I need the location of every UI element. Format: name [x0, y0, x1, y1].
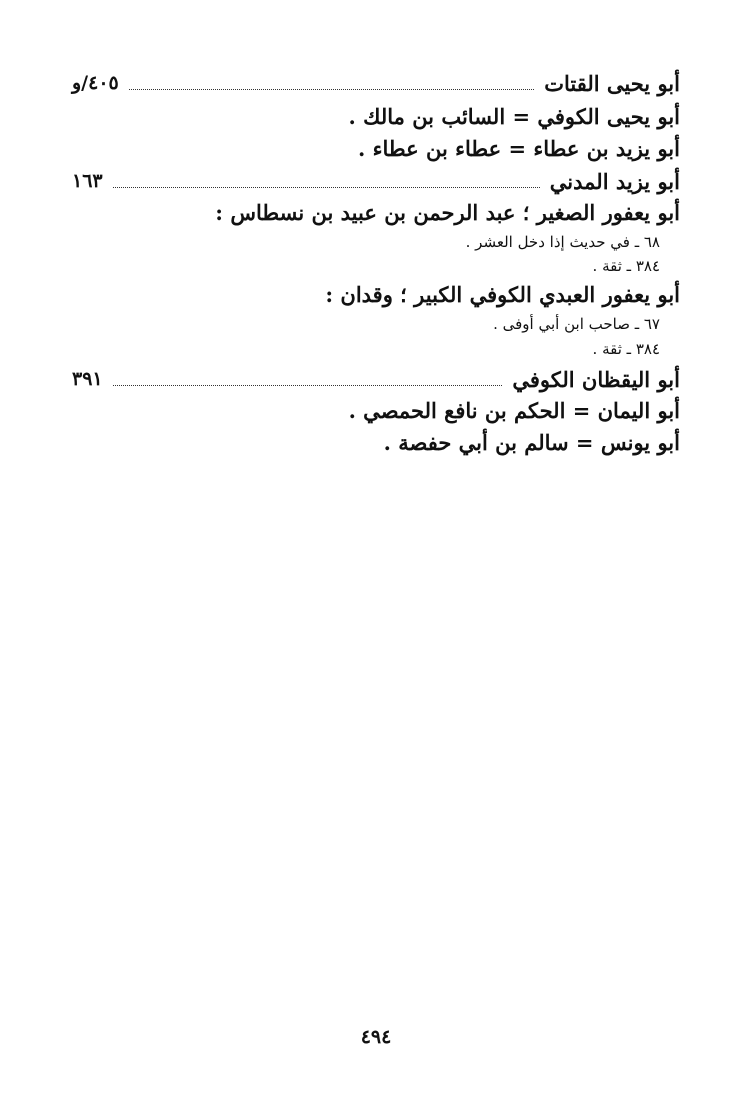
sub-entry: ٦٨ ـ في حديث إذا دخل العشر . — [465, 233, 660, 251]
index-entry: أبو يعفور الصغير ؛ عبد الرحمن بن عبيد بن نسطاس : — [215, 200, 680, 225]
page-reference: ٣٩١ — [72, 368, 103, 390]
index-entry: أبو يزيد بن عطاء = عطاء بن عطاء . — [358, 136, 680, 161]
sub-entry: ٣٨٤ ـ ثقة . — [592, 257, 660, 275]
dot-leader — [113, 187, 540, 188]
page-number: ٤٩٤ — [360, 1026, 392, 1048]
index-entry — [72, 364, 680, 394]
dot-leader — [113, 385, 503, 386]
index-entry: أبو اليمان = الحكم بن نافع الحمصي . — [348, 398, 680, 423]
sub-entry: ٣٨٤ ـ ثقة . — [592, 340, 660, 358]
index-entry: أبو يعفور العبدي الكوفي الكبير ؛ وقدان : — [325, 282, 680, 307]
sub-entry: ٦٧ ـ صاحب ابن أبي أوفى . — [493, 315, 660, 333]
index-entry — [72, 68, 680, 98]
page-reference: ١٦٣ — [72, 170, 103, 192]
index-entry — [72, 166, 680, 196]
dot-leader — [129, 89, 534, 90]
index-entry: أبو يونس = سالم بن أبي حفصة . — [383, 430, 680, 455]
entry-name: أبو يحيى القتات — [544, 70, 680, 96]
entry-name: أبو يزيد المدني — [549, 168, 680, 194]
entry-name: أبو اليقظان الكوفي — [512, 366, 680, 392]
page-reference: ٤٠٥/و — [72, 72, 119, 94]
index-entry: أبو يحيى الكوفي = السائب بن مالك . — [348, 104, 680, 129]
